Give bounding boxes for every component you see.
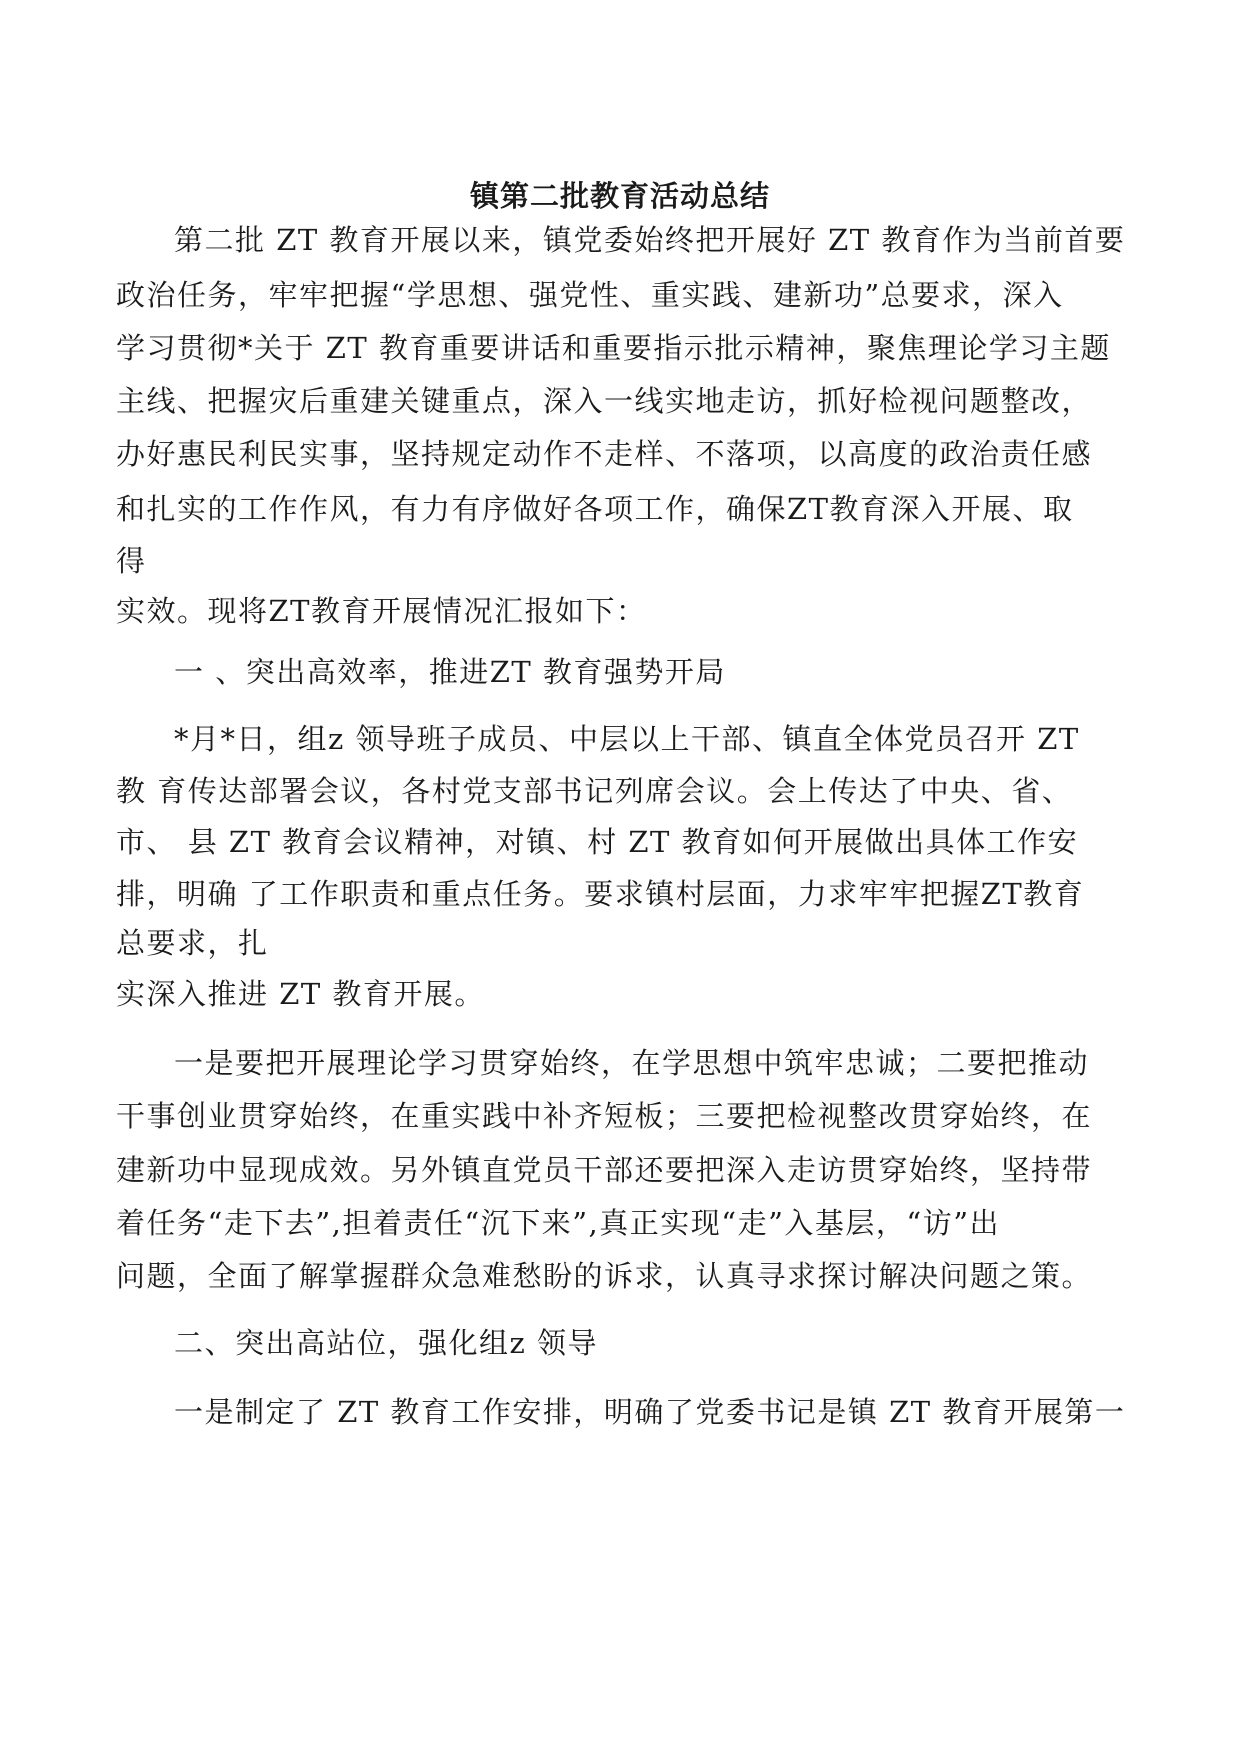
- paragraph-line: 总要求，扎: [116, 926, 269, 960]
- paragraph-line: 排，明确 了工作职责和重点任务。要求镇村层面，力求牢牢把握ZT教育: [116, 877, 1085, 911]
- paragraph-line: 得: [116, 544, 147, 578]
- paragraph-line: 教 育传达部署会议，各村党支部书记列席会议。会上传达了中央、省、: [116, 774, 1073, 808]
- section-heading: 一 、突出高效率，推进ZT 教育强势开局: [174, 655, 726, 689]
- paragraph-line: 一是要把开展理论学习贯穿始终，在学思想中筑牢忠诚；二要把推动: [174, 1046, 1090, 1080]
- paragraph-line: 第二批 ZT 教育开展以来，镇党委始终把开展好 ZT 教育作为当前首要: [174, 223, 1126, 257]
- paragraph-line: 建新功中显现成效。另外镇直党员干部还要把深入走访贯穿始终，坚持带: [116, 1153, 1093, 1187]
- paragraph-line: 一是制定了 ZT 教育工作安排，明确了党委书记是镇 ZT 教育开展第一: [174, 1395, 1126, 1429]
- paragraph-line: 学习贯彻*关于 ZT 教育重要讲话和重要指示批示精神，聚焦理论学习主题: [116, 331, 1111, 365]
- paragraph-line: 实深入推进 ZT 教育开展。: [116, 977, 485, 1011]
- paragraph-line: *月*日，组z 领导班子成员、中层以上干部、镇直全体党员召开 ZT: [174, 722, 1080, 756]
- paragraph-line: 政治任务，牢牢把握“学思想、强党性、重实践、建新功”总要求，深入: [116, 278, 1064, 312]
- paragraph-line: 干事创业贯穿始终，在重实践中补齐短板；三要把检视整改贯穿始终，在: [116, 1099, 1093, 1133]
- document-title: 镇第二批教育活动总结: [469, 179, 770, 213]
- paragraph-line: 和扎实的工作作风，有力有序做好各项工作，确保ZT教育深入开展、取: [116, 492, 1074, 526]
- paragraph-line: 问题，全面了解掌握群众急难愁盼的诉求，认真寻求探讨解决问题之策。: [116, 1259, 1093, 1293]
- section-heading: 二、突出高站位，强化组z 领导: [174, 1326, 598, 1360]
- paragraph-line: 市、 县 ZT 教育会议精神，对镇、村 ZT 教育如何开展做出具体工作安: [116, 825, 1079, 859]
- paragraph-line: 办好惠民利民实事，坚持规定动作不走样、不落项，以高度的政治责任感: [116, 437, 1093, 471]
- paragraph-line: 主线、把握灾后重建关键重点，深入一线实地走访，抓好检视问题整改，: [116, 384, 1093, 418]
- paragraph-line: 实效。现将ZT教育开展情况汇报如下：: [116, 594, 647, 628]
- paragraph-line: 着任务“走下去”,担着责任“沉下来”,真正实现“走”入基层，“访”出: [116, 1206, 1001, 1240]
